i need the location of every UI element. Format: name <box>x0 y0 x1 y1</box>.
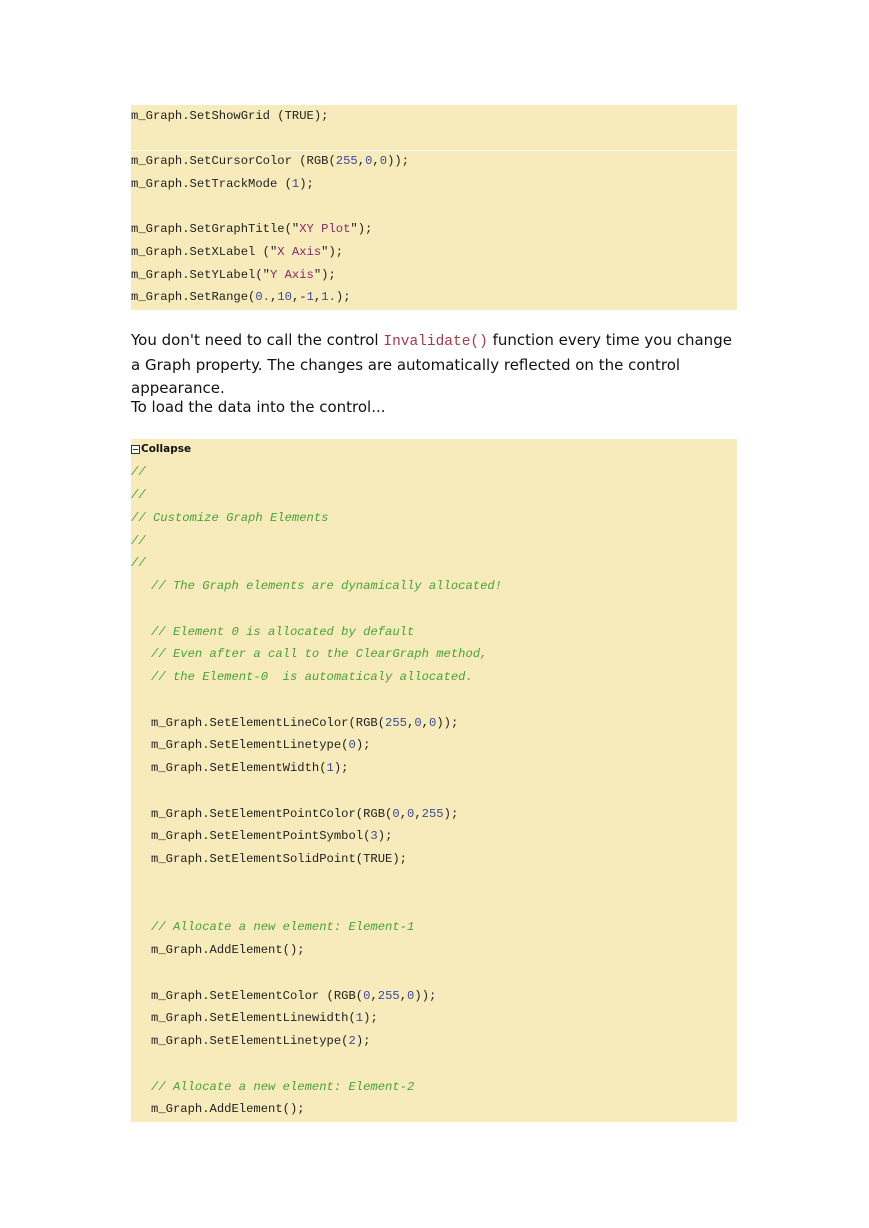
collapse-minus-icon <box>131 445 140 454</box>
paragraph-invalidate-note <box>131 329 741 400</box>
code-comment-line: // <box>131 534 146 548</box>
inline-code-invalidate: Invalidate() <box>383 334 488 350</box>
code-line: m_Graph.SetXLabel ("X Axis"); <box>131 245 344 259</box>
code-line: m_Graph.SetShowGrid (TRUE); <box>131 109 329 123</box>
code-line: m_Graph.SetTrackMode (1); <box>131 177 314 191</box>
collapse-label: Collapse <box>141 443 192 455</box>
code-comment-line: // Allocate a new element: Element-2 <box>151 1080 415 1094</box>
code-comment-line: // <box>131 465 146 479</box>
code-divider <box>131 150 737 151</box>
code-line: m_Graph.SetCursorColor (RGB(255,0,0)); <box>131 154 410 168</box>
collapse-toggle[interactable] <box>131 443 191 455</box>
paragraph-text: function every time you change a Graph property. The changes are automatically reflected on the control appearance. <box>131 331 732 397</box>
code-line: m_Graph.SetElementLinewidth(1); <box>151 1011 378 1025</box>
code-comment-line: // <box>131 488 146 502</box>
code-line: m_Graph.SetYLabel("Y Axis"); <box>131 268 336 282</box>
code-comment-line: // Even after a call to the ClearGraph method, <box>151 647 488 661</box>
paragraph-text: You don't need to call the control <box>131 331 384 349</box>
code-comment-line: // The Graph elements are dynamically allocated! <box>151 579 503 593</box>
code-line: m_Graph.AddElement(); <box>151 1102 305 1116</box>
code-comment-line: // the Element-0 is automaticaly allocated. <box>151 670 473 684</box>
code-line: m_Graph.SetElementPointSymbol(3); <box>151 829 393 843</box>
code-line: m_Graph.SetElementLineColor(RGB(255,0,0)); <box>151 716 459 730</box>
code-line: m_Graph.SetElementColor (RGB(0,255,0)); <box>151 989 437 1003</box>
code-line: m_Graph.SetElementSolidPoint(TRUE); <box>151 852 407 866</box>
paragraph-load-data: To load the data into the control... <box>131 398 386 416</box>
code-block-graph-setup <box>131 105 737 310</box>
code-line: m_Graph.SetRange(0.,10,-1,1.); <box>131 290 351 304</box>
code-line: m_Graph.AddElement(); <box>151 943 305 957</box>
code-line: m_Graph.SetElementPointColor(RGB(0,0,255); <box>151 807 459 821</box>
code-line: m_Graph.SetElementWidth(1); <box>151 761 349 775</box>
code-comment-line: // Customize Graph Elements <box>131 511 329 525</box>
code-line: m_Graph.SetElementLinetype(0); <box>151 738 371 752</box>
code-comment-line: // Element 0 is allocated by default <box>151 625 415 639</box>
code-line: m_Graph.SetElementLinetype(2); <box>151 1034 371 1048</box>
code-block-customize-elements <box>131 439 737 1122</box>
code-line: m_Graph.SetGraphTitle("XY Plot"); <box>131 222 373 236</box>
code-comment-line: // <box>131 556 146 570</box>
code-comment-line: // Allocate a new element: Element-1 <box>151 920 415 934</box>
